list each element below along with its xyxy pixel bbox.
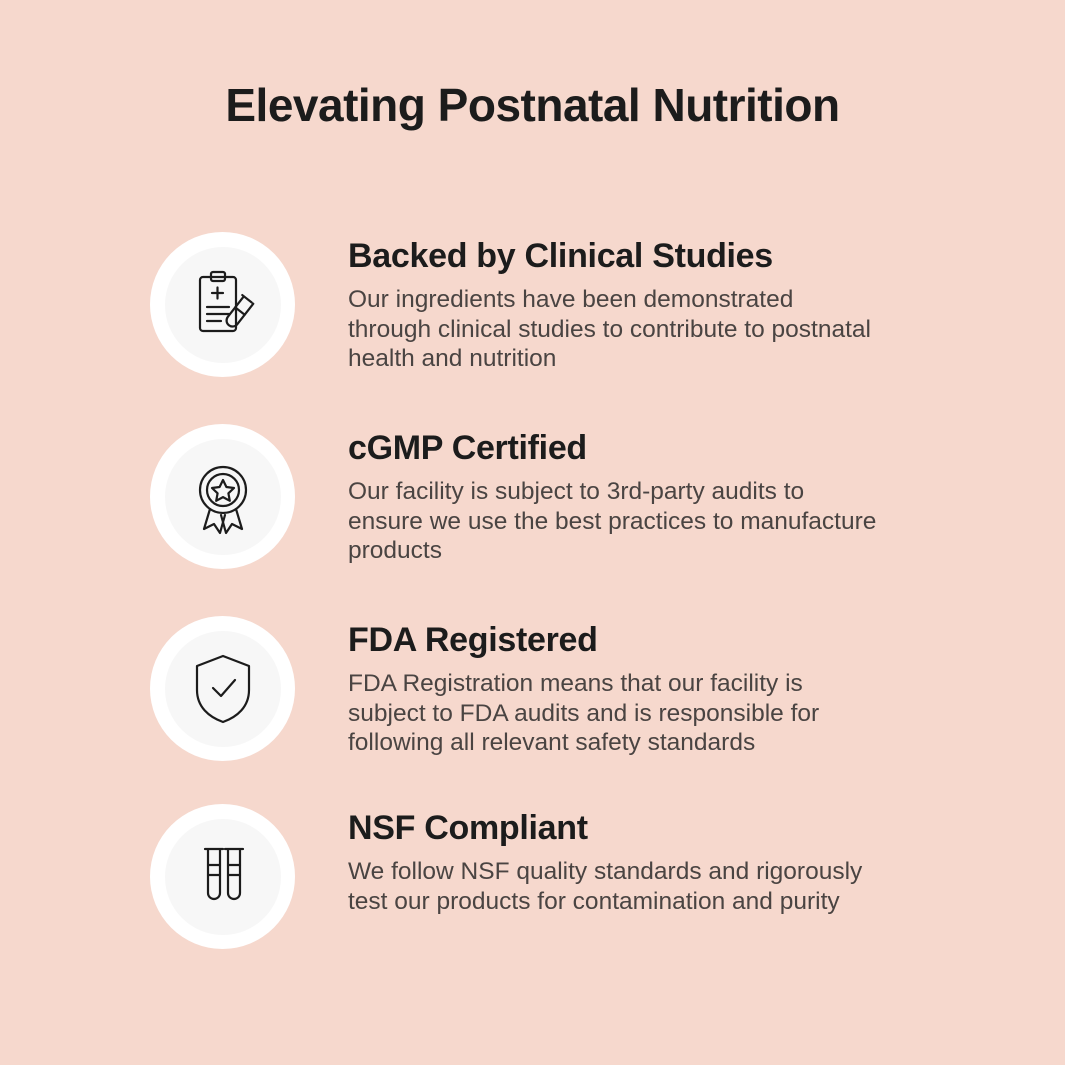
icon-circle [150, 616, 295, 761]
list-item [150, 424, 940, 582]
feature-title: FDA Registered [348, 621, 598, 659]
feature-text [308, 616, 940, 758]
feature-description: We follow NSF quality standards and rigorously test our products for contamination and purity [348, 858, 863, 915]
feature-list [150, 232, 940, 994]
clipboard-test-tube-icon [181, 263, 265, 347]
icon-inner-circle [165, 439, 281, 555]
icon-circle [150, 424, 295, 569]
feature-icon-container [150, 232, 308, 390]
feature-description: FDA Registration means that our facility is subject to FDA audits and is responsible for following all relevant safety standards [348, 670, 820, 757]
feature-icon-container [150, 424, 308, 582]
shield-check-icon [181, 647, 265, 731]
feature-title: Backed by Clinical Studies [348, 237, 773, 275]
feature-icon-container [150, 616, 308, 774]
feature-text [308, 232, 940, 374]
test-tubes-icon [181, 835, 265, 919]
icon-inner-circle [165, 247, 281, 363]
icon-inner-circle [165, 631, 281, 747]
feature-title: NSF Compliant [348, 809, 588, 847]
list-item [150, 804, 940, 962]
icon-inner-circle [165, 819, 281, 935]
icon-circle [150, 804, 295, 949]
award-ribbon-star-icon [181, 455, 265, 539]
feature-title: cGMP Certified [348, 429, 587, 467]
feature-icon-container [150, 804, 308, 962]
page-title: Elevating Postnatal Nutrition [225, 79, 840, 131]
list-item [150, 616, 940, 774]
feature-text [308, 804, 940, 916]
list-item [150, 232, 940, 390]
feature-text [308, 424, 940, 566]
feature-description: Our facility is subject to 3rd-party audits to ensure we use the best practices to manufacture products [348, 478, 877, 565]
feature-description: Our ingredients have been demonstrated through clinical studies to contribute to postnatal health and nutrition [348, 286, 871, 373]
icon-circle [150, 232, 295, 377]
